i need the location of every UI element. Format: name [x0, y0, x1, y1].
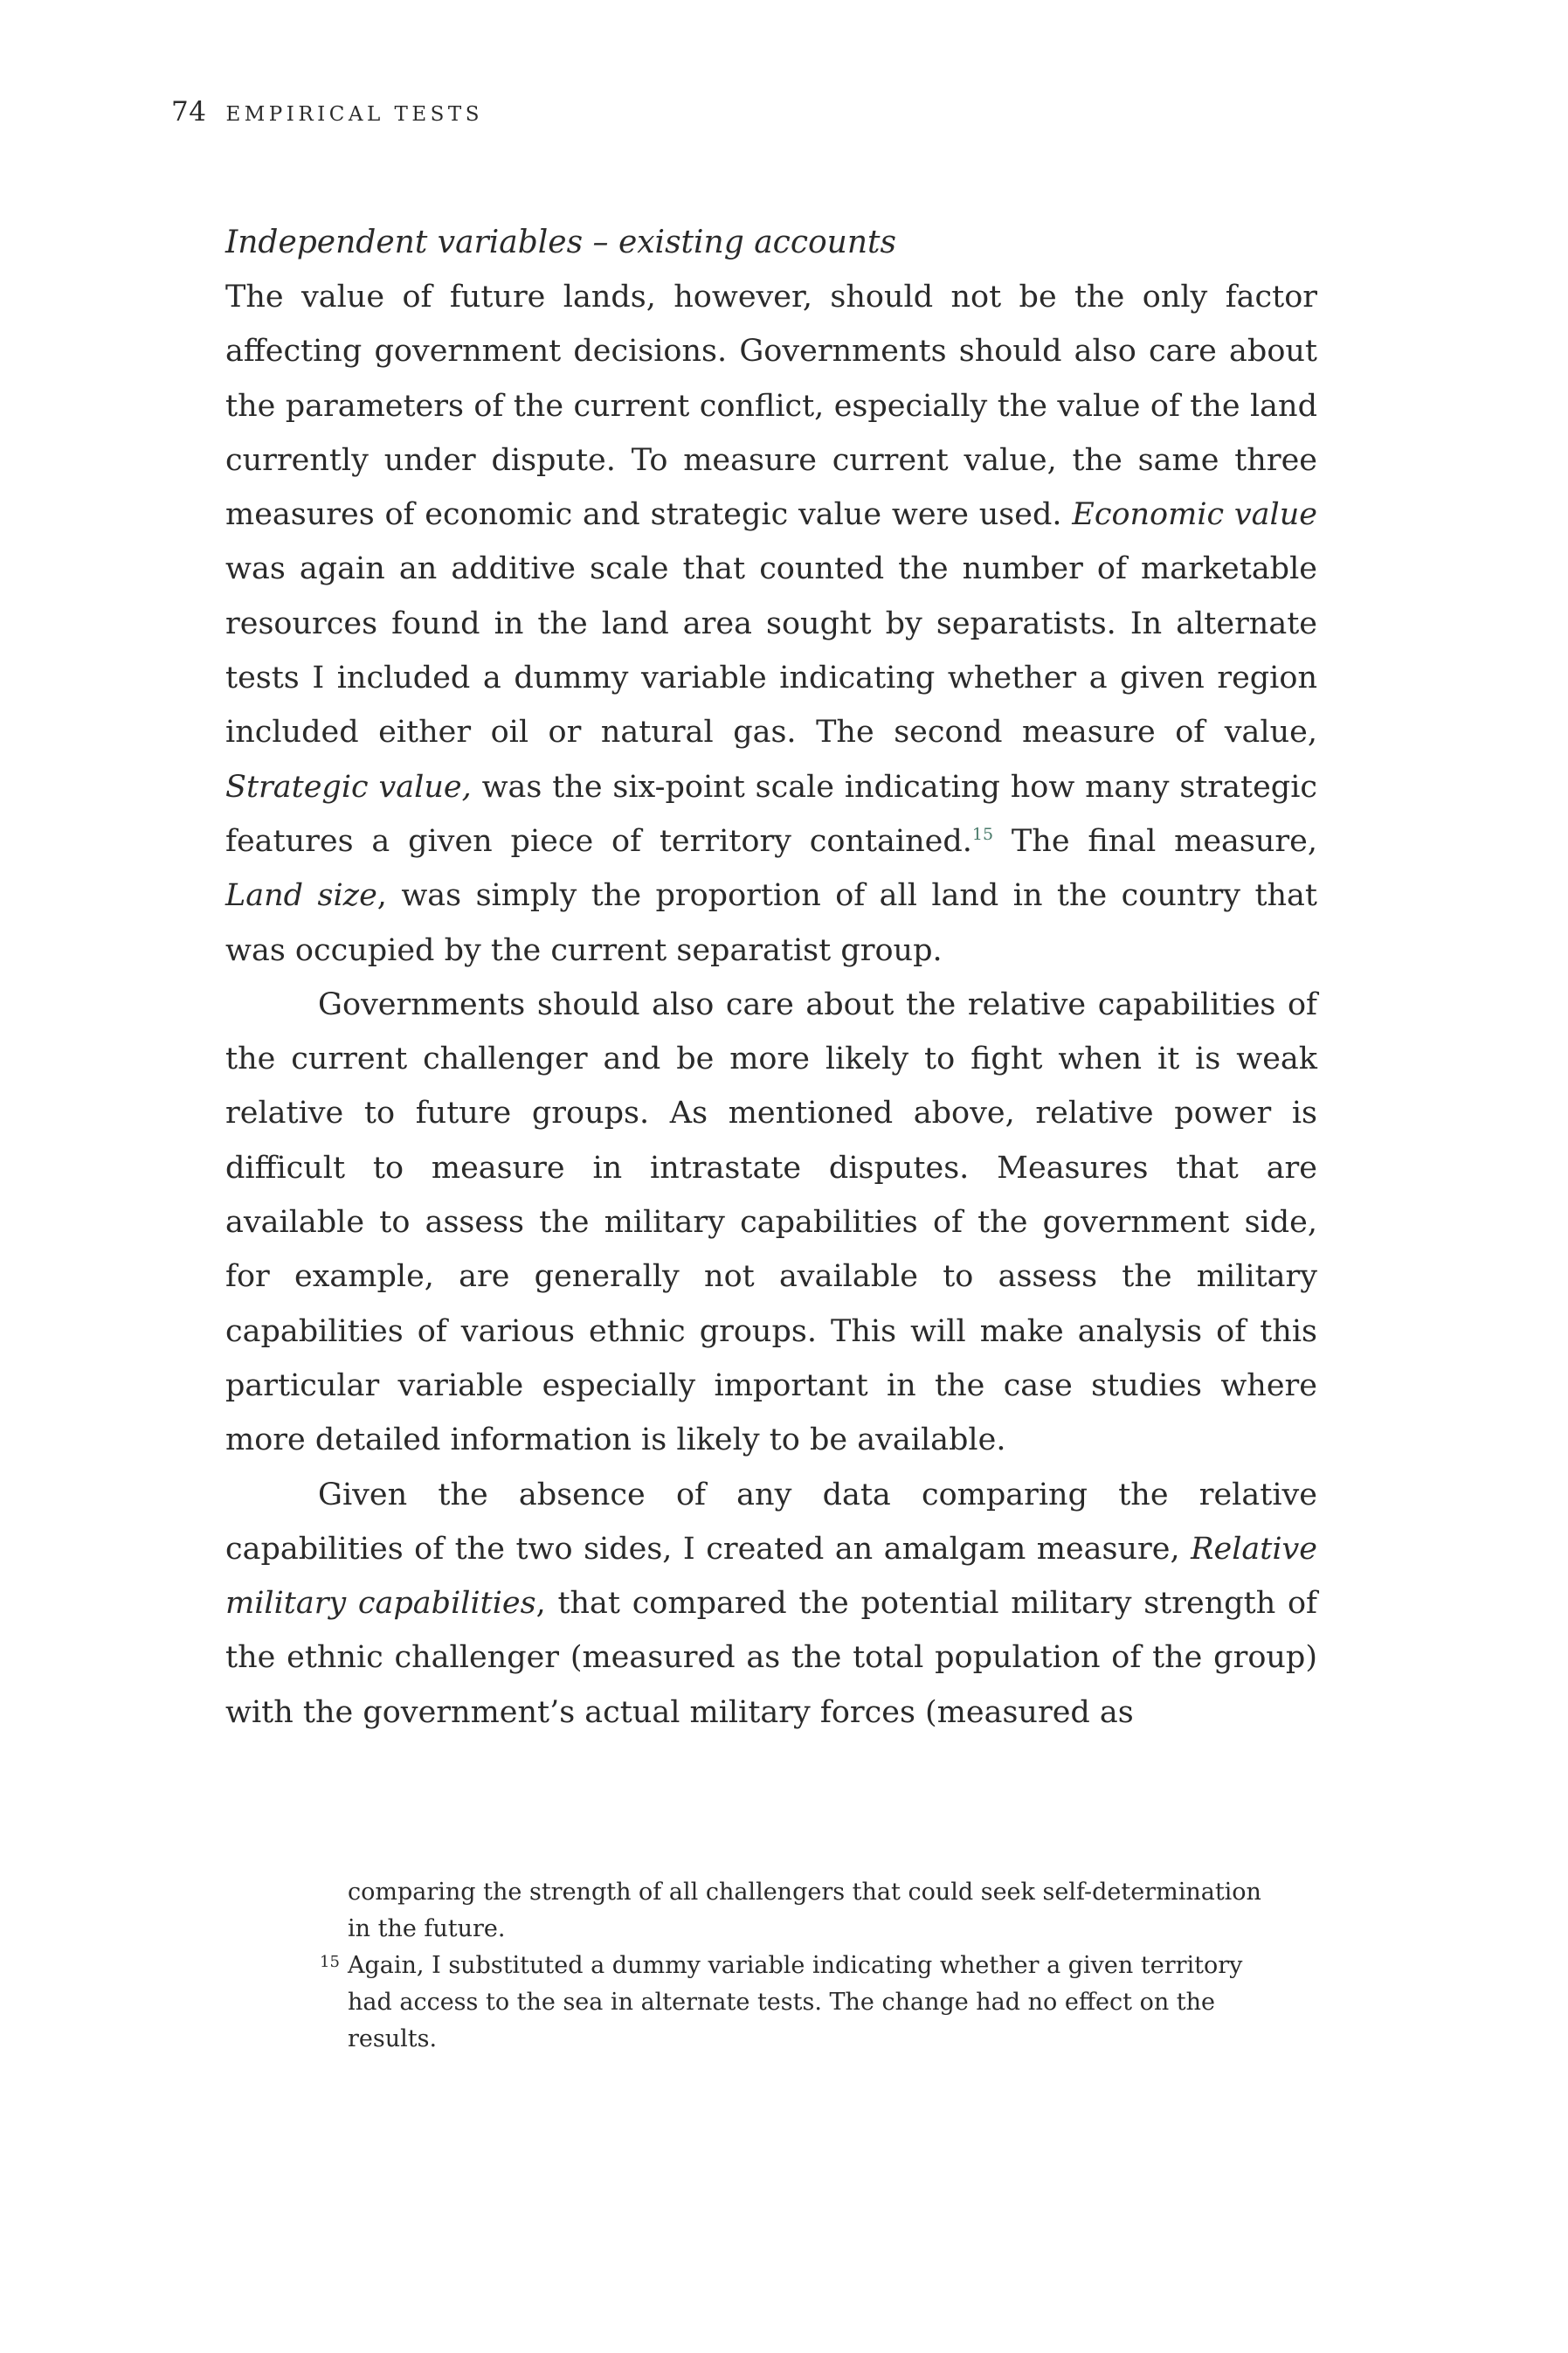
term-economic-value: Economic value: [1072, 497, 1317, 533]
footnote-reference-15[interactable]: 15: [971, 824, 994, 844]
term-strategic-value: Strategic value,: [225, 769, 472, 805]
footnotes: [320, 1874, 1274, 2058]
section-subheading: Independent variables – existing accounts: [225, 225, 896, 260]
paragraph-3: Given the absence of any data comparing the relative capabilities of the two sides, I created an amalgam measure, Relative military capabilities, that compared the potential military strength of the ethnic challenger (measured as the total population of the group) with the government’s actual military forces (measured as: [225, 1477, 1317, 1730]
footnote-continued: comparing the strength of all challengers that could seek self-determination in the future.: [348, 1879, 1261, 1942]
footnote-number: 15: [320, 1953, 340, 1971]
running-header: [171, 91, 483, 135]
footnote-text: Again, I substituted a dummy variable indicating whether a given territory had access to the sea in alternate tests. The change had no effect on the results.: [348, 1952, 1243, 2052]
page-number: 74: [171, 96, 207, 128]
paragraph-1: The value of future lands, however, should not be the only factor affecting government decisions. Governments should also care about the parameters of the current conflict, especially the value of the land currently under dispute. To measure current value, the same three measures of economic and strategic value were used. Economic value was again an additive scale that counted the number of marketable resources found in the land area sought by separatists. In alternate tests I included a dummy variable indicating whether a given region included either oil or natural gas. The second measure of value, Strategic value, was the six-point scale indicating how many strategic features a given piece of territory contained.$^{15}$ The final measure, Land size, was simply the proportion of all land in the country that was occupied by the current separatist group.: [225, 280, 1317, 968]
paragraph-2: Governments should also care about the relative capabilities of the current challenger and be more likely to fight when it is weak relative to future groups. As mentioned above, relative power is difficult to measure in intrastate disputes. Measures that are available to assess the military capabilities of the government side, for example, are generally not available to assess the military capabilities of various ethnic groups. This will make analysis of this particular variable especially important in the case studies where more detailed information is likely to be available.: [225, 986, 1317, 1458]
term-land-size: Land size: [225, 878, 377, 914]
running-section-title: EMPIRICAL TESTS: [225, 103, 484, 126]
footnote-15: [320, 1948, 1274, 2058]
term-relative-military-capabilities: Relative military capabilities: [225, 1531, 1317, 1622]
main-text: [225, 216, 1317, 1740]
